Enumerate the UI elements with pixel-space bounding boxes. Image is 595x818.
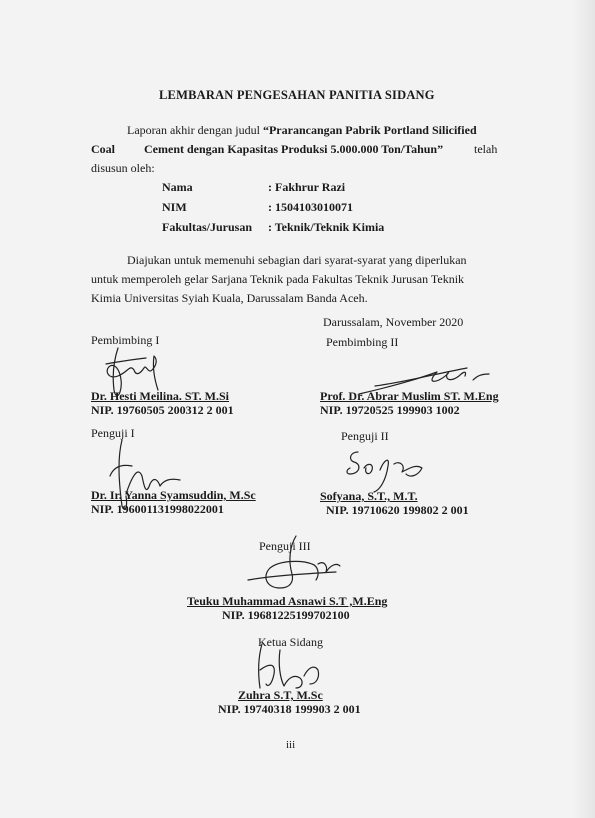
intro-suffix: telah	[474, 142, 498, 156]
pembimbing1-nip: NIP. 19760505 200312 2 001	[91, 403, 234, 417]
pembimbing1-role: Pembimbing I	[91, 333, 160, 347]
purpose-line-3: Kimia Universitas Syiah Kuala, Darussalam Banda Aceh.	[91, 291, 368, 305]
dept-value: : Teknik/Teknik Kimia	[268, 220, 385, 234]
intro-line-3: disusun oleh:	[91, 161, 155, 175]
nim-label: NIM	[162, 200, 187, 214]
penguji1-name: Dr. Ir. Yanna Syamsuddin, M.Sc	[91, 488, 256, 502]
page-title: LEMBARAN PENGESAHAN PANITIA SIDANG	[159, 88, 435, 102]
purpose-line-1: Diajukan untuk memenuhi sebagian dari syarat-syarat yang diperlukan	[127, 253, 467, 267]
intro-line-1	[127, 121, 477, 140]
pembimbing2-nip: NIP. 19720525 199903 1002	[320, 403, 460, 417]
dept-label: Fakultas/Jurusan	[162, 220, 253, 234]
report-title-part-1: “Prarancangan Pabrik Portland Silicified	[262, 123, 477, 137]
place-date: Darussalam, November 2020	[323, 315, 464, 329]
penguji3-name: Teuku Muhammad Asnawi S.T ,M.Eng	[187, 594, 388, 608]
pembimbing2-name: Prof. Dr. Abrar Muslim ST. M.Eng	[320, 389, 499, 403]
penguji3-signature	[240, 530, 350, 600]
penguji2-role: Penguji II	[341, 429, 389, 443]
penguji3-nip: NIP. 19681225199702100	[222, 608, 350, 622]
report-title-part-2a: Coal	[91, 142, 115, 156]
nim-value: : 1504103010071	[268, 200, 353, 214]
penguji2-name: Sofyana, S.T., M.T.	[320, 489, 418, 503]
ketua-role: Ketua Sidang	[258, 635, 323, 649]
pembimbing2-role: Pembimbing II	[326, 335, 399, 349]
pembimbing1-name: Dr. Hesti Meilina. ST. M.Si	[91, 389, 229, 403]
name-label: Nama	[162, 180, 193, 194]
intro-prefix: Laporan akhir dengan judul	[127, 123, 263, 137]
penguji1-nip: NIP. 196001131998022001	[91, 502, 224, 516]
penguji2-nip: NIP. 19710620 199802 2 001	[326, 503, 469, 517]
penguji1-role: Penguji I	[91, 426, 135, 440]
report-title-part-2b: Cement dengan Kapasitas Produksi 5.000.000 Ton/Tahun”	[144, 142, 444, 156]
page-edge-shadow	[573, 0, 595, 818]
purpose-line-2: untuk memperoleh gelar Sarjana Teknik pada Fakultas Teknik Jurusan Teknik	[91, 272, 465, 286]
ketua-name: Zuhra S.T, M.Sc	[238, 688, 323, 702]
page-number: iii	[286, 739, 296, 751]
penguji3-role: Penguji III	[259, 539, 311, 553]
ketua-nip: NIP. 19740318 199903 2 001	[218, 702, 361, 716]
name-value: : Fakhrur Razi	[268, 180, 346, 194]
